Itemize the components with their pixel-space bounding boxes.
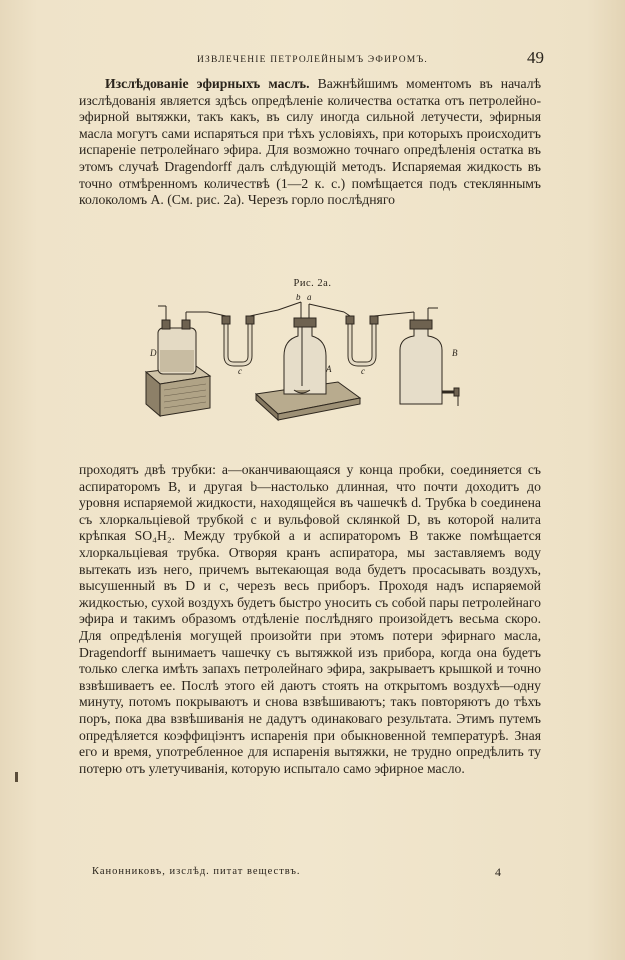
paragraph-body: Важнѣйшимъ моментомъ въ началѣ изслѣдованія является здѣсь опредѣленіе количества остатка отъ петролейно-эфирной вытяжки, такъ какъ, въ силу иногда сильной летучести, эфирныя масла могутъ сами испаряться при тѣхъ условіяхъ, при которыхъ происходитъ испареніе петролейнаго эфира. Для возможно точнаго опредѣленія остатка въ этомъ случаѣ Dragendorff далъ слѣдующій методъ. Испаряемая жидкость въ точно отмѣренномъ количествѣ (1—2 к. с.) помѣщается подъ стекляннымъ колоколомъ A. (См. рис. 2a). Черезъ горло послѣдняго (79, 76, 541, 208)
margin-mark (15, 772, 18, 782)
apparatus-illustration (138, 294, 478, 430)
signature-line: Канонниковъ, изслѣд. питат веществъ. (92, 866, 301, 877)
wulff-bottle-d (158, 306, 208, 374)
page-number: 49 (527, 48, 544, 67)
page-footer (92, 866, 532, 882)
sheet-number: 4 (495, 865, 502, 879)
page-header (92, 48, 544, 72)
calcium-chloride-tube-c-left (208, 310, 278, 364)
running-title: ИЗВЛЕЧЕНІЕ ПЕТРОЛЕЙНЫМЪ ЭФИРОМЪ. (197, 55, 428, 65)
paragraph-lead: Изслѣдованіе эфирныхъ маслъ. (105, 76, 310, 91)
figure-caption: Рис. 2а. (293, 278, 332, 289)
label-bottle-b: B (452, 348, 458, 358)
bell-jar-a (278, 302, 344, 394)
label-a-jar: A (326, 364, 332, 374)
aspirator-b (400, 308, 459, 406)
label-c-left: c (238, 366, 242, 376)
paragraph-essential-oils (79, 76, 541, 209)
label-a: a (307, 294, 312, 302)
label-d: D (150, 348, 157, 358)
paragraph-method: проходятъ двѣ трубки: a—оканчивающаяся у конца пробки, соединяется съ аспираторомъ B, и другая b—настолько длинная, что почти доходитъ до уровня испаряемой жидкости, находящейся въ чашечкѣ d. Трубка b соединена съ хлоркальціевой трубкой c и вульфовой склянкой D, въ которой налита крѣпкая SO₄H₂. Между трубкой a и аспираторомъ B также помѣщается хлоркальціевая трубка. Отворяя кранъ аспиратора, мы заставляемъ воду вытекать изъ него, причемъ вытекающая вода будетъ просасывать воздухъ, высушенный въ D и c, черезъ весь приборъ. Проходя надъ испаряемой жидкостью, сухой воздухъ будетъ быстро уносить съ собой пары петролейнаго эфира и такимъ образомъ отдѣленіе послѣдняго произойдетъ весьма скоро. Для опредѣленія могущей произойти при этомъ потери эфирнаго масла, Dragendorff вынимаетъ чашечку съ вытяжкой изъ прибора, когда она будетъ только слегка имѣть запахъ петролейнаго эфира, закрываетъ крышкой и точно взвѣшиваетъ ее. Послѣ этого ей даютъ стоять на открытомъ воздухѣ—одну минуту, потомъ покрываютъ и снова взвѣшиваютъ; такъ повторяютъ до тѣхъ поръ, пока два взвѣшиванія не дадутъ одинаковаго результата. Этимъ путемъ опредѣляется коэффиціэнтъ испаренія при обыкновенной температурѣ. Зная его и время, употребленное для испаренія вытяжки, не трудно опредѣлить ту потерю отъ улетучиванія, которую испытало само эфирное масло. (79, 462, 541, 776)
label-b: b (296, 294, 301, 302)
label-c-right: c (361, 366, 365, 376)
